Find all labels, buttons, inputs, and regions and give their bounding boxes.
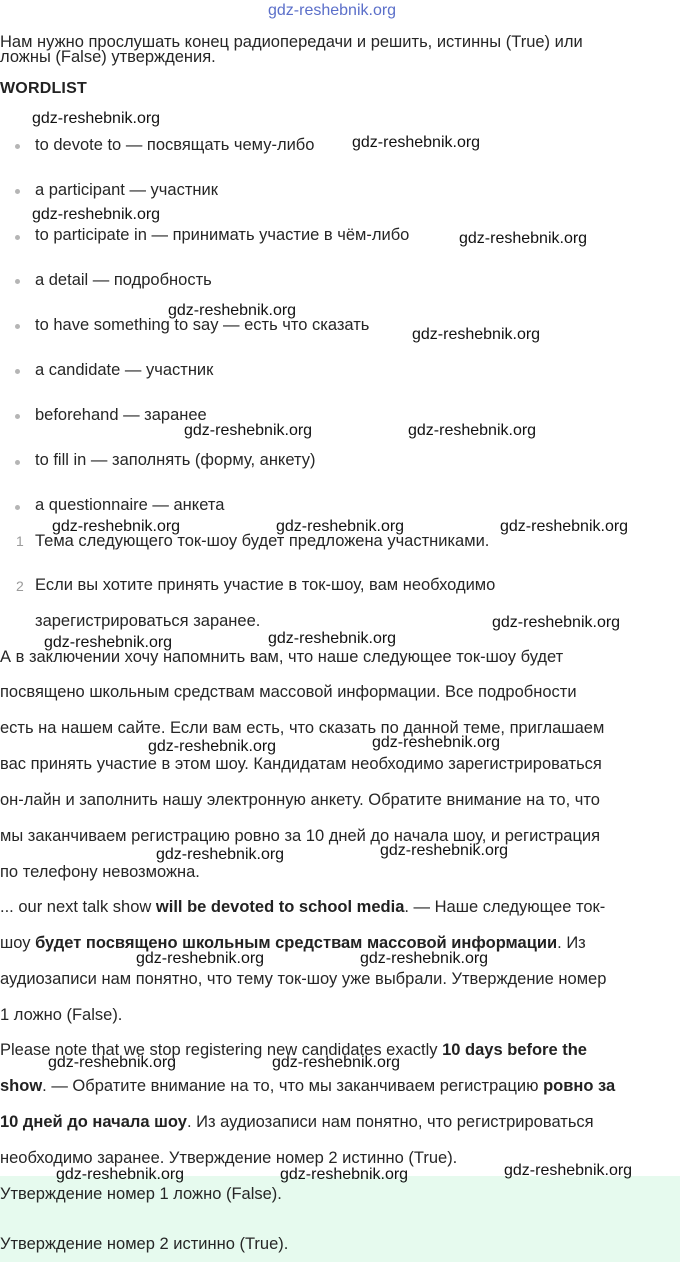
explanation-line: 1 ложно (False). — [0, 1006, 123, 1024]
explanation-line: необходимо заранее. Утверждение номер 2 истинно (True). — [0, 1149, 458, 1167]
wordlist-item: a questionnaire — анкета — [35, 496, 225, 514]
explanation-line: шоу будет посвящено школьным средствам массовой информации. Из — [0, 934, 586, 952]
statement-text: Тема следующего ток-шоу будет предложена участниками. — [35, 532, 490, 550]
intro-text-clipped: ложны (False) утверждения. — [0, 48, 216, 66]
statement-text: Если вы хотите принять участие в ток-шоу, вам необходимо — [35, 576, 496, 594]
watermark: gdz-reshebnik.org — [56, 1166, 185, 1183]
watermark: gdz-reshebnik.org — [492, 614, 621, 631]
explanation-line: show. — Обратите внимание на то, что мы заканчиваем регистрацию ровно за — [0, 1077, 616, 1095]
watermark: gdz-reshebnik.org — [184, 422, 313, 439]
watermark-top: gdz-reshebnik.org — [268, 2, 397, 19]
wordlist-item: to fill in — заполнять (форму, анкету) — [35, 451, 316, 469]
transcript-line: вас принять участие в этом шоу. Кандидатам необходимо зарегистрироваться — [0, 755, 602, 773]
watermark: gdz-reshebnik.org — [500, 518, 629, 535]
explanation-line: 10 дней до начала шоу. Из аудиозаписи нам понятно, что регистрироваться — [0, 1113, 594, 1131]
bullet-icon — [15, 235, 20, 240]
watermark: gdz-reshebnik.org — [276, 518, 405, 535]
watermark: gdz-reshebnik.org — [136, 950, 265, 967]
explanation-line: Please note that we stop registering new candidates exactly 10 days before the — [0, 1041, 587, 1059]
watermark: gdz-reshebnik.org — [32, 206, 161, 223]
wordlist-item: a candidate — участник — [35, 361, 214, 379]
wordlist-heading: WORDLIST — [0, 80, 87, 97]
bullet-icon — [15, 189, 20, 194]
watermark: gdz-reshebnik.org — [52, 518, 181, 535]
bullet-icon — [15, 460, 20, 465]
watermark: gdz-reshebnik.org — [352, 134, 481, 151]
wordlist-item: a detail — подробность — [35, 271, 212, 289]
answer-line: Утверждение номер 1 ложно (False). — [0, 1185, 282, 1203]
wordlist-item: a participant — участник — [35, 181, 218, 199]
answer-line: Утверждение номер 2 истинно (True). — [0, 1235, 289, 1253]
transcript-line: есть на нашем сайте. Если вам есть, что сказать по данной теме, приглашаем — [0, 719, 605, 737]
watermark: gdz-reshebnik.org — [408, 422, 537, 439]
statement-number: 1 — [16, 533, 24, 549]
bullet-icon — [15, 324, 20, 329]
watermark: gdz-reshebnik.org — [148, 738, 277, 755]
watermark: gdz-reshebnik.org — [380, 842, 509, 859]
watermark: gdz-reshebnik.org — [360, 950, 489, 967]
watermark: gdz-reshebnik.org — [504, 1162, 633, 1179]
watermark: gdz-reshebnik.org — [44, 634, 173, 651]
watermark: gdz-reshebnik.org — [272, 1054, 401, 1071]
watermark: gdz-reshebnik.org — [268, 630, 397, 647]
transcript-line: А в заключении хочу напомнить вам, что наше следующее ток-шоу будет — [0, 648, 564, 666]
bullet-icon — [15, 414, 20, 419]
statement-number: 2 — [16, 578, 24, 594]
bullet-icon — [15, 369, 20, 374]
statement-text-cont: зарегистрироваться заранее. — [35, 612, 261, 630]
wordlist-item: beforehand — заранее — [35, 406, 207, 424]
transcript-line: он-лайн и заполнить нашу электронную анкету. Обратите внимание на то, что — [0, 791, 600, 809]
bullet-icon — [15, 505, 20, 510]
watermark: gdz-reshebnik.org — [48, 1054, 177, 1071]
watermark: gdz-reshebnik.org — [459, 230, 588, 247]
watermark: gdz-reshebnik.org — [280, 1166, 409, 1183]
wordlist-item: to devote to — посвящать чему-либо — [35, 136, 315, 154]
bullet-icon — [15, 279, 20, 284]
watermark: gdz-reshebnik.org — [32, 110, 161, 127]
watermark: gdz-reshebnik.org — [412, 326, 541, 343]
wordlist-item: to participate in — принимать участие в чём-либо — [35, 226, 410, 244]
watermark: gdz-reshebnik.org — [168, 302, 297, 319]
watermark: gdz-reshebnik.org — [156, 846, 285, 863]
bullet-icon — [15, 144, 20, 149]
wordlist-item: to have something to say — есть что сказать — [35, 316, 370, 334]
intro-text: Нам нужно прослушать конец радиопередачи и решить, истинны (True) или — [0, 33, 583, 51]
transcript-line: посвящено школьным средствам массовой информации. Все подробности — [0, 683, 577, 701]
explanation-line: ... our next talk show will be devoted to school media. — Наше следующее ток- — [0, 898, 606, 916]
transcript-line: по телефону невозможна. — [0, 863, 200, 881]
explanation-line: аудиозаписи нам понятно, что тему ток-шоу уже выбрали. Утверждение номер — [0, 970, 607, 988]
transcript-line: мы заканчиваем регистрацию ровно за 10 дней до начала шоу, и регистрация — [0, 827, 601, 845]
watermark: gdz-reshebnik.org — [372, 734, 501, 751]
